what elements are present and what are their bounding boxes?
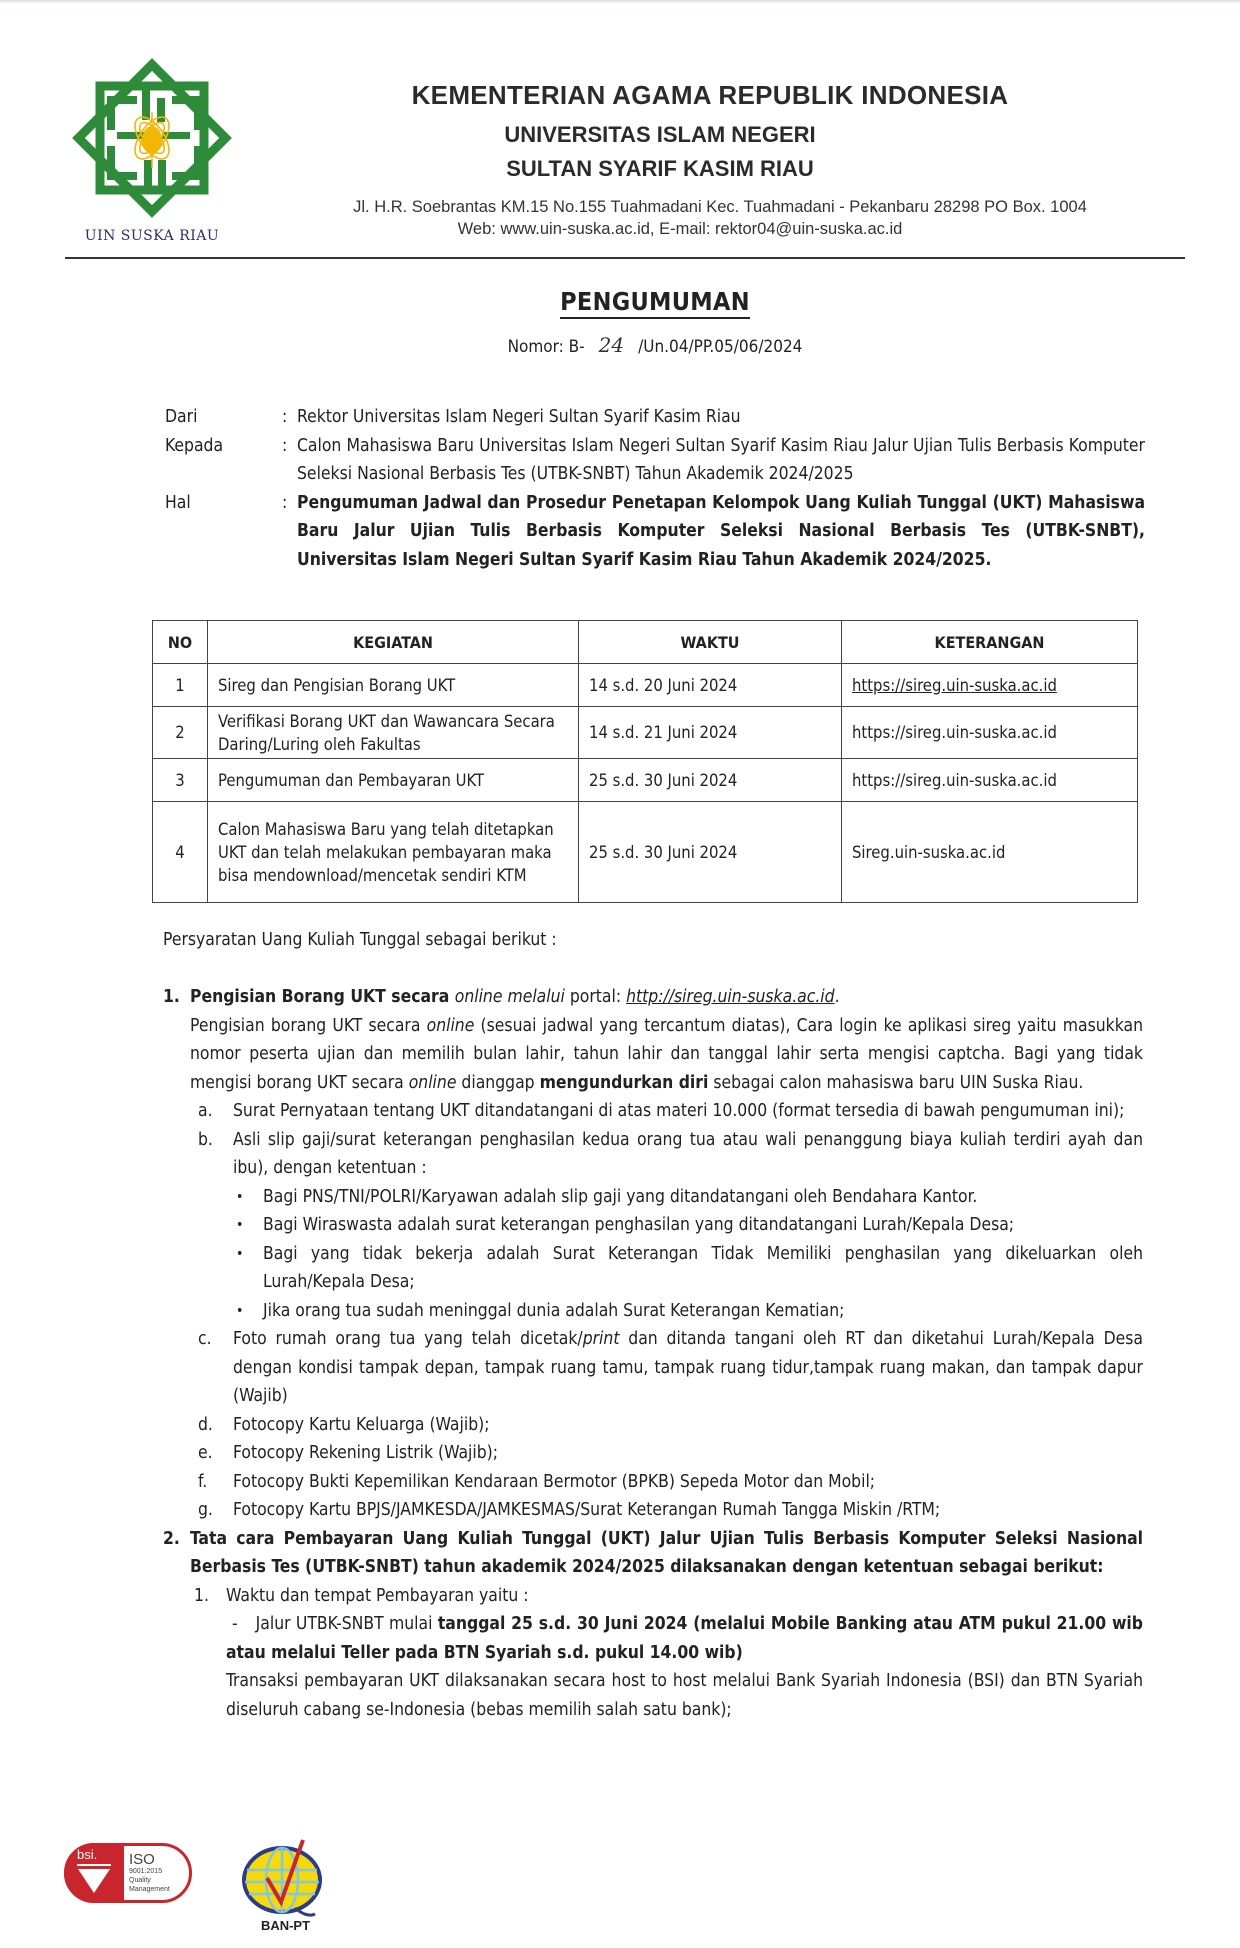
bullet-item [236,1211,1143,1240]
nomor-prefix: Nomor: B- [507,337,585,357]
sireg-link[interactable]: Sireg.uin-suska.ac.id [852,842,1006,862]
meta-hal [165,489,1145,575]
nomor-handwritten: 24 [598,333,625,357]
web-email: Web: www.uin-suska.ac.id, E-mail: rektor04@uin-suska.ac.id [457,220,903,238]
cell-waktu: 25 s.d. 30 Juni 2024 [579,802,842,903]
cell-no: 3 [153,759,208,802]
table-header [153,621,1138,664]
logo-caption: UIN SUSKA RIAU [84,228,220,244]
bullet-item [236,1183,1143,1212]
cell-no: 4 [153,802,208,903]
para-text: sebagai calon mahasiswa baru UIN Suska Riau. [708,1072,1084,1093]
cell-kegiatan: Verifikasi Borang UKT dan Wawancara Secara Daring/Luring oleh Fakultas [208,707,579,759]
cell-keterangan [842,707,1138,759]
requirement-item-f [198,1468,1143,1497]
cell-waktu: 25 s.d. 30 Juni 2024 [579,759,842,802]
col-keterangan: KETERANGAN [842,621,1138,664]
requirement-item-a [198,1097,1143,1126]
heading-text: portal: [564,987,627,1007]
payment-schedule [226,1610,1143,1667]
para-text: dianggap [456,1072,540,1093]
university-name-line2: SULTAN SYARIF KASIM RIAU [506,156,814,181]
requirement-item-d [198,1411,1143,1440]
cell-keterangan [842,664,1138,707]
section-number: 2. [163,1528,180,1549]
para-text: (sesuai jadwal yang tercantum diatas), Cara login ke aplikasi sireg yaitu masukkan nomor peserta ujian dan memilih bulan lahir, tahun lahir dan tanggal lahir serta mengisi captcha. Bagi yang tidak mengisi borang UKT secara [190,1015,1143,1093]
item-letter: g. [198,1500,213,1520]
requirement-item-g [198,1496,1143,1525]
item-letter: e. [198,1443,213,1463]
colon: : [282,435,288,456]
heading-text: Tata cara Pembayaran Uang Kuliah Tunggal (UKT) Jalur Ujian Tulis Berbasis Komputer Seleksi Nasional Berbasis Tes (UTBK-SNBT) tahun akademik 2024/2025 dilaksanakan dengan ketentuan sebagai berikut: [190,1528,1143,1577]
sireg-link[interactable]: https://sireg.uin-suska.ac.id [852,723,1057,742]
requirement-item-e [198,1439,1143,1468]
section-1-paragraph [190,1012,1143,1098]
item-letter: f. [198,1471,208,1492]
portal-link[interactable]: http://sireg.uin-suska.ac.id [626,987,835,1007]
item-text: Asli slip gaji/surat keterangan penghasilan kedua orang tua atau wali penanggung biaya kuliah terdiri ayah dan ibu), dengan ketentuan : [233,1129,1143,1178]
iso-std: 9001:2015 [129,1868,163,1875]
iso-m: Management [129,1886,170,1893]
bullet-text: Bagi PNS/TNI/POLRI/Karyawan adalah slip gaji yang ditandatangani oleh Bendahara Kantor. [263,1186,978,1207]
item-text: Fotocopy Rekening Listrik (Wajib); [233,1443,499,1463]
hal-value: Pengumuman Jadwal dan Prosedur Penetapan Kelompok Uang Kuliah Tunggal (UKT) Mahasiswa Baru Jalur Ujian Tulis Berbasis Komputer Seleksi Nasional Berbasis Tes (UTBK-SNBT), Universitas Islam Negeri Sultan Syarif Kasim Riau Tahun Akademik 2024/2025. [297,492,1145,570]
globe-check-icon [235,1838,335,1928]
table-row [153,664,1138,707]
heading-end: . [834,987,840,1007]
cell-kegiatan: Pengumuman dan Pembayaran UKT [208,759,579,802]
bullet-item [236,1240,1143,1297]
section-number: 1. [163,987,180,1007]
item-text: Fotocopy Bukti Kepemilikan Kendaraan Bermotor (BPKB) Sepeda Motor dan Mobil; [233,1471,876,1492]
cell-waktu: 14 s.d. 20 Juni 2024 [579,664,842,707]
table-row [153,802,1138,903]
cell-no: 2 [153,707,208,759]
item-text: Surat Pernyataan tentang UKT ditandatangani di atas materi 10.000 (format tersedia di bawah pengumuman ini); [233,1101,1125,1121]
para-text: Pengisian borang UKT secara [190,1015,427,1036]
banpt-caption: BAN-PT [260,1918,311,1933]
cell-kegiatan: Sireg dan Pengisian Borang UKT [208,664,579,707]
bullet-text: Jika orang tua sudah meninggal dunia adalah Surat Keterangan Kematian; [263,1300,845,1321]
meta-dari [165,403,1145,432]
banpt-logo [235,1838,335,1928]
item-letter: c. [198,1329,212,1349]
letter-meta [165,403,1145,574]
cell-no: 1 [153,664,208,707]
address: Jl. H.R. Soebrantas KM.15 No.155 Tuahmadani Kec. Tuahmadani - Pekanbaru 28298 PO Box. 1004 [353,198,1087,216]
item-text: Fotocopy Kartu Keluarga (Wajib); [233,1414,490,1435]
requirement-item-b [198,1126,1143,1183]
para-italic: online [408,1072,457,1093]
col-kegiatan: KEGIATAN [208,621,579,664]
col-waktu: WAKTU [579,621,842,664]
item-letter: b. [198,1129,213,1150]
para-italic: online [426,1015,475,1036]
item-letter: d. [198,1414,213,1435]
col-no: NO [153,621,208,664]
bullet-icon: • [236,1217,244,1233]
section-1-heading [163,983,1143,1012]
payment-subitem [194,1582,1143,1611]
logo-star-icon [62,48,242,228]
colon: : [282,492,288,513]
cell-keterangan [842,759,1138,802]
bullet-icon: • [236,1302,244,1319]
intro-text: Persyaratan Uang Kuliah Tunggal sebagai berikut : [163,930,557,950]
bsi-iso-badge [64,1843,192,1903]
page-title: PENGUMUMAN [0,287,1240,316]
item-italic: print [582,1329,620,1349]
cell-keterangan [842,802,1138,903]
university-name-line1: UNIVERSITAS ISLAM NEGERI [504,122,816,147]
colon: : [282,407,288,427]
scan-edge [0,0,1240,4]
sireg-link[interactable]: https://sireg.uin-suska.ac.id [852,770,1057,790]
schedule-table [152,620,1138,903]
item-text: Fotocopy Kartu BPJS/JAMKESDA/JAMKESMAS/Surat Keterangan Rumah Tangga Miskin /RTM; [233,1500,941,1520]
heading-italic: online melalui [454,987,565,1007]
schedule-bold: tanggal 25 s.d. 30 Juni 2024 (melalui Mobile Banking atau ATM pukul 21.00 wib atau melalui Teller pada BTN Syariah s.d. pukul 14.00 wib) [226,1614,1143,1663]
kepada-label: Kepada [165,435,224,456]
dari-label: Dari [165,407,198,427]
heart-icon [64,1843,124,1903]
transaction-note: Transaksi pembayaran UKT dilaksanakan secara host to host melalui Bank Syariah Indonesia (BSI) dan BTN Syariah diseluruh cabang se-Indonesia (bebas memilih salah satu bank); [226,1671,1143,1720]
sireg-link[interactable]: https://sireg.uin-suska.ac.id [852,675,1057,695]
bullet-icon: • [236,1245,244,1262]
bullet-text: Bagi Wiraswasta adalah surat keterangan penghasilan yang ditandatangani Lurah/Kepala Desa; [263,1215,1015,1235]
iso-text [129,1852,170,1894]
uin-suska-logo [62,48,242,248]
iso-q: Quality [129,1877,151,1884]
bsi-mark: bsi. [77,1847,98,1862]
meta-kepada [165,432,1145,489]
ministry-name: KEMENTERIAN AGAMA REPUBLIK INDONESIA [411,80,1009,110]
hal-label: Hal [165,492,191,513]
schedule-text: Jalur UTBK-SNBT mulai [255,1614,438,1634]
iso-title: ISO [129,1851,155,1868]
bullet-text: Bagi yang tidak bekerja adalah Surat Keterangan Tidak Memiliki penghasilan yang dikeluarkan oleh Lurah/Kepala Desa; [263,1243,1143,1292]
letterhead-divider [65,257,1185,259]
requirement-item-c [198,1325,1143,1411]
section-2-heading [163,1525,1143,1582]
table-row [153,759,1138,802]
item-text: Foto rumah orang tua yang telah dicetak/ [233,1329,583,1349]
nomor-suffix: /Un.04/PP.05/06/2024 [638,337,803,357]
bullet-icon: • [236,1188,244,1205]
subitem-text: Waktu dan tempat Pembayaran yaitu : [226,1585,529,1606]
letter-number [0,333,1240,357]
heading-text: Pengisian Borang UKT secara [190,987,455,1007]
table-row [153,707,1138,759]
bsi-heart-icon [64,1843,124,1903]
dash: - [232,1614,238,1634]
cell-kegiatan: Calon Mahasiswa Baru yang telah ditetapkan UKT dan telah melakukan pembayaran maka bisa mendownload/mencetak sendiri KTM [208,802,579,903]
section-1 [163,983,1143,1724]
subitem-number: 1. [194,1585,209,1606]
kepada-value: Calon Mahasiswa Baru Universitas Islam Negeri Sultan Syarif Kasim Riau Jalur Ujian Tulis Berbasis Komputer Seleksi Nasional Berbasis Tes (UTBK-SNBT) Tahun Akademik 2024/2025 [297,435,1145,484]
item-text: dan ditanda tangani oleh RT dan diketahui Lurah/Kepala Desa dengan kondisi tampak depan, tampak ruang tamu, tampak ruang tidur,tampak ruang makan, dan tampak dapur (Wajib) [233,1329,1143,1406]
item-letter: a. [198,1101,213,1121]
dari-value: Rektor Universitas Islam Negeri Sultan Syarif Kasim Riau [297,407,741,427]
cell-waktu: 14 s.d. 21 Juni 2024 [579,707,842,759]
bullet-item [236,1297,1143,1326]
para-bold: mengundurkan diri [539,1072,709,1093]
